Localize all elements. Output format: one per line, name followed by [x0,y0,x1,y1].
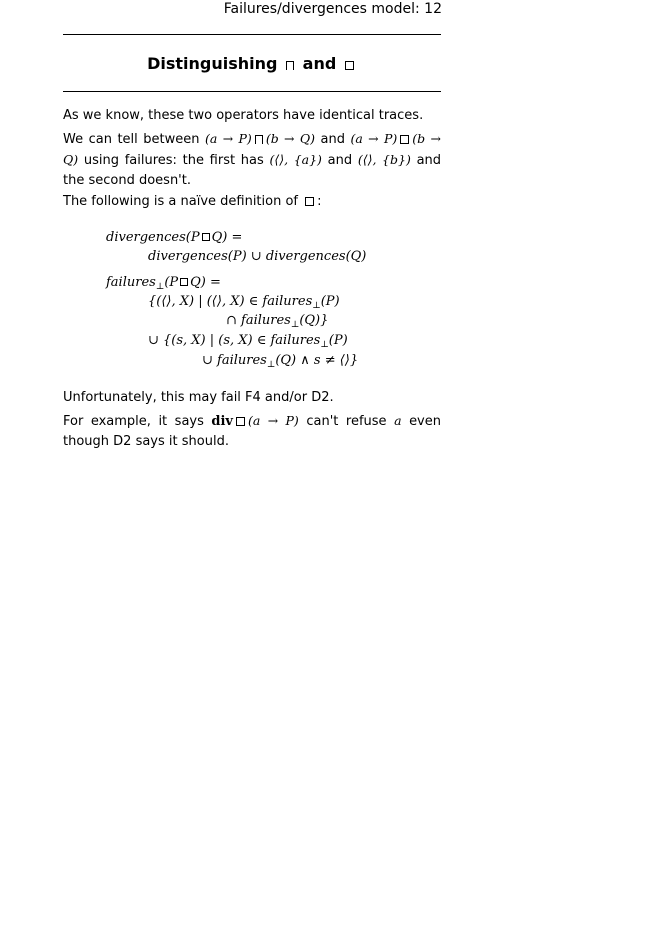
div-keyword: div [211,414,233,429]
math-a-to-p: (a → P) [205,131,252,146]
math-failure-a: (⟨⟩, {a}) [269,152,322,167]
math-failures-line-1: {(⟨⟩, X) | (⟨⟩, X) ∈ failures$_\perp$(P) [148,294,340,311]
math-failures-line-3: ∪ {(s, X) | (s, X) ∈ failures$_\perp$(P) [148,333,348,350]
math-failures-line-4: ∪ failures$_\perp$(Q) ∧ s ≠ ⟨⟩} [202,353,359,370]
title-and: and [302,54,337,73]
slide-title [63,54,441,74]
external-choice-icon [180,278,188,286]
bottom-rule [63,91,441,92]
paragraph-1: As we know, these two operators have identical traces. [63,108,424,123]
math-b-to-q: (b → Q) [63,131,441,167]
math-b-to-q: (b → Q) [265,131,315,146]
internal-choice-icon [286,61,294,70]
math-divergences-lhs: divergences(P Q) = [106,230,243,245]
paragraph-5: For example, it says div (a → P) can't refuse a even though D2 says it should. [63,413,441,449]
math-a: a [394,413,402,428]
math-divergences-rhs: divergences(P) ∪ divergences(Q) [148,249,367,264]
title-prefix: Distinguishing [147,54,278,73]
paragraph-4: Unfortunately, this may fail F4 and/or D2. [63,390,334,405]
external-choice-icon [400,135,409,144]
internal-choice-icon [255,135,263,144]
external-choice-icon [202,233,210,241]
paragraph-3: The following is a naïve definition of : [63,194,322,209]
external-choice-icon [305,197,314,206]
math-failure-b: (⟨⟩, {b}) [357,152,411,167]
math-a-to-p: (a → P) [350,131,398,146]
math-failures-line-2: ∩ failures$_\perp$(Q)} [226,313,329,330]
running-header: Failures/divergences model: 12 [223,1,442,17]
external-choice-icon [236,417,245,426]
external-choice-icon [345,61,354,70]
math-failures-lhs: failures$_\perp$(P Q) = [106,275,221,292]
math-a-to-p: (a → P) [248,413,299,428]
paragraph-2: We can tell between (a → P) (b → Q) and (a → P) (b → Q) using failures: the first has (⟨⟩, {a}) and (⟨⟩, {b}) and the second doesn't. [63,131,442,188]
top-rule [63,34,441,35]
